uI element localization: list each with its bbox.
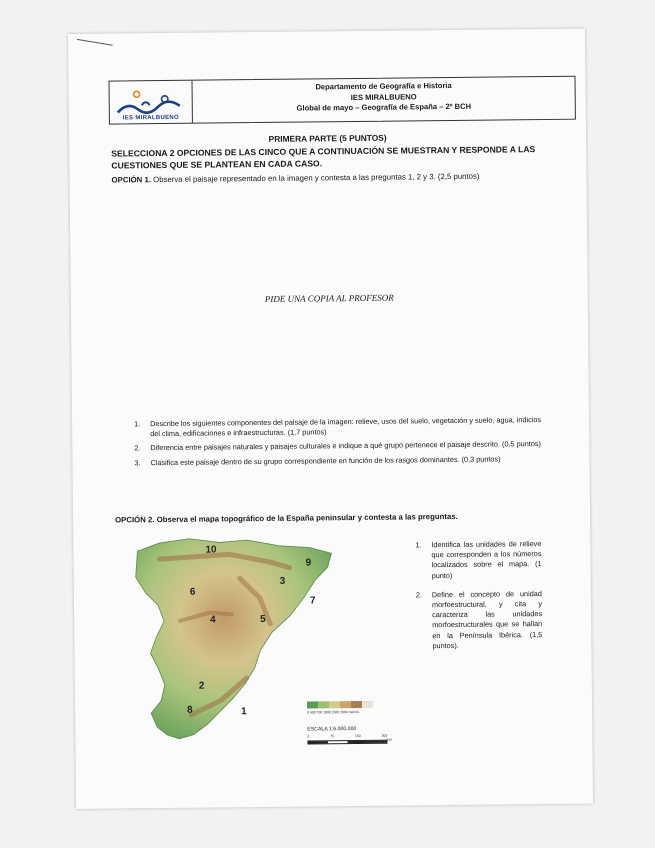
map-number: 6 <box>189 586 196 598</box>
map-number: 10 <box>205 544 217 556</box>
legend-swatch <box>307 701 318 708</box>
map-number: 9 <box>305 557 312 569</box>
instruction: SELECCIONA 2 OPCIONES DE LAS CINCO QUE A CONTINUACIÓN SE MUESTRAN Y RESPONDE A LAS CUESTIONES QUE SE PLANTEAN EN CADA CASO. <box>111 144 536 171</box>
elevation-legend <box>307 701 373 715</box>
list-item <box>134 439 544 453</box>
exam-page <box>68 29 593 809</box>
department-name: Departamento de Geografía e Historia <box>315 80 452 92</box>
scale-ticks <box>307 734 387 739</box>
page-fold-mark <box>76 39 113 54</box>
map-number: 1 <box>241 706 247 718</box>
question-number: 2. <box>415 590 423 600</box>
option1-questions <box>134 415 545 472</box>
school-name: IES MIRALBUENO <box>350 91 417 102</box>
list-item <box>415 539 541 581</box>
header-text <box>192 77 574 123</box>
logo-caption: IES MIRALBUENO <box>122 114 180 122</box>
map-number: 5 <box>260 613 266 626</box>
question-text: Clasifica este paisaje dentro de su grupo correspondiente en función de los rasgos dominantes. (0,3 puntos) <box>150 454 501 467</box>
scale-tick: 75 <box>330 734 335 739</box>
question-number: 2. <box>134 443 141 453</box>
option1-label: OPCIÓN 1. <box>111 175 152 185</box>
question-text: Define el concepto de unidad morfoestructural, y cita y caracteriza las unidades morfoestructurales que se hallan en la Península Ibérica. (1,5 puntos). <box>431 588 543 651</box>
list-item <box>134 454 544 468</box>
scale-tick: 300 <box>381 733 388 738</box>
legend-swatch <box>351 701 362 708</box>
question-text: Identifica las unidades de relieve que corresponden a los números localizados sobre el mapa. (1 punto) <box>431 539 542 580</box>
scale-bar <box>307 740 387 745</box>
option2-heading: OPCIÓN 2. Observa el mapa topográfico de la España peninsular y contesta a las preguntas. <box>115 511 458 525</box>
peninsula-shape <box>135 537 333 739</box>
exam-name: Global de mayo – Geografía de España – 2º BCH <box>296 101 472 113</box>
legend-swatch <box>329 701 340 708</box>
map-number: 3 <box>279 575 286 587</box>
map-number: 7 <box>309 595 316 607</box>
list-item <box>416 589 543 652</box>
option2-questions <box>415 539 542 660</box>
legend-color-bar <box>307 701 373 709</box>
scale-unit: km <box>387 737 392 742</box>
legend-swatch <box>340 701 351 708</box>
map-number: 4 <box>210 614 216 626</box>
part-title: PRIMERA PARTE (5 PUNTOS) <box>268 132 387 144</box>
list-item <box>134 415 544 440</box>
question-text: Diferencia entre paisajes naturales y paisajes culturales e indique a qué grupo pertenece el paisaje descrito. (0,5 puntos) <box>150 439 541 453</box>
map-number: 8 <box>187 704 193 716</box>
option1-heading <box>111 171 581 186</box>
scale-tick: 150 <box>354 733 361 739</box>
question-number: 3. <box>134 457 141 467</box>
scale-label: ESCALA 1:6.000.000 <box>307 726 357 733</box>
legend-swatch <box>362 701 373 708</box>
school-logo <box>110 81 193 124</box>
question-text: Describe los siguientes componentes del paisaje de la imagen: relieve, usos del suelo, vegetación y suelo, agua, indicios del clima, edificaciones e infraestructuras. (1,7 puntos) <box>150 415 542 439</box>
legend-ticks: 0 400 700 1000 1500 2000 metros <box>307 709 359 715</box>
question-number: 1. <box>415 540 422 550</box>
scale-tick: 0 <box>307 734 310 739</box>
question-number: 1. <box>134 419 141 429</box>
exam-header <box>108 76 575 125</box>
map-number: 2 <box>198 680 205 692</box>
legend-swatch <box>318 701 329 708</box>
option1-text: Observa el paisaje representado en la imagen y contesta a las preguntas 1, 2 y 3. (2,5 puntos) <box>153 171 480 185</box>
copy-note: PIDE UNA COPIA AL PROFESOR <box>264 292 394 304</box>
